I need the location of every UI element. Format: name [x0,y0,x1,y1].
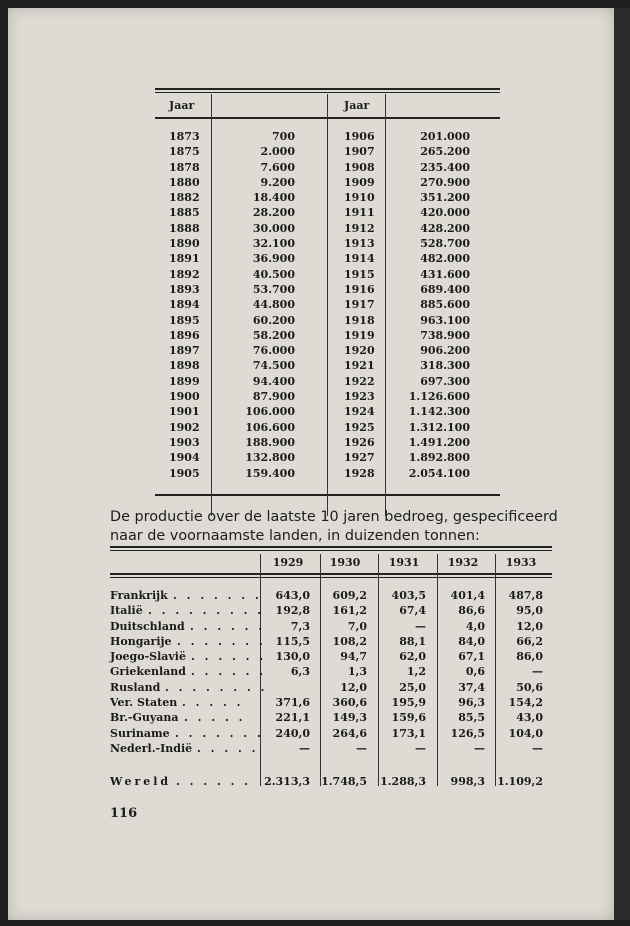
paragraph-line-1: De productie over de laatste 10 jaren bedroeg, gespecificeerd [110,509,558,525]
table-row [155,450,500,465]
year-header: 1930 [329,556,361,569]
value-cell: 60.200 [252,313,295,327]
year-cell: 1899 [169,374,200,388]
value-cell: 700 [272,130,295,143]
value-cell: 149,3 [332,711,367,725]
value-cell: 360,6 [332,696,367,710]
year-cell: 1907 [344,145,375,159]
intro-paragraph [110,508,560,546]
year-header: 1933 [505,556,537,569]
year-cell: 1908 [344,160,375,174]
value-cell: 2.313,3 [264,775,310,789]
table-row [155,282,500,297]
value-cell: 689.400 [420,282,470,296]
value-cell: 67,4 [399,604,426,618]
value-cell: 4,0 [465,619,485,633]
value-cell: 84,0 [458,634,485,648]
value-cell: 235.400 [420,160,470,174]
value-cell: 58.200 [252,328,295,342]
value-cell: — [532,665,543,679]
table-row [155,251,500,266]
year-cell: 1905 [169,466,200,480]
value-cell: 95,0 [516,604,543,618]
value-cell: 126,5 [450,726,485,740]
year-cell: 1909 [344,175,375,189]
value-cell: 0,6 [465,665,485,679]
page-number: 116 [110,806,138,821]
header-year-right: Jaar [344,99,370,112]
country-label: Wereld [110,775,172,789]
year-cell: 1898 [169,359,200,373]
value-cell: 74.500 [252,359,295,373]
year-cell: 1906 [344,130,375,143]
value-cell: 108,2 [332,634,367,648]
year-header: 1932 [447,556,479,569]
value-cell: 30.000 [252,221,295,235]
year-cell: 1922 [344,374,375,388]
year-cell: 1888 [169,221,200,235]
year-cell: 1893 [169,282,200,296]
value-cell: 36.900 [252,252,295,266]
year-cell: 1912 [344,221,375,235]
value-cell: 998,3 [450,775,485,789]
value-cell: 87.900 [252,390,295,404]
country-label: Br.-Guyana [110,711,179,725]
table-row [155,343,500,358]
leader-dots: . . . . . . [191,665,267,679]
value-cell: 18.400 [252,191,295,205]
year-cell: 1897 [169,344,200,358]
year-cell: 1880 [169,175,200,189]
value-cell: 115,5 [275,634,310,648]
value-cell: 104,0 [508,726,543,740]
year-cell: 1911 [344,206,375,220]
table-row [110,603,552,618]
value-cell: 12,0 [516,619,543,633]
value-cell: 6,3 [290,665,310,679]
year-cell: 1925 [344,420,375,434]
year-header: 1931 [388,556,420,569]
value-cell: 963.100 [420,313,470,327]
year-cell: 1900 [169,390,200,404]
value-cell: 43,0 [516,711,543,725]
value-cell: 2.054.100 [408,466,470,480]
value-cell: 487,8 [508,589,543,602]
value-cell: — [532,741,543,755]
value-cell: 221,1 [275,711,310,725]
value-cell: 96,3 [458,696,485,710]
value-cell: 7,0 [347,619,367,633]
value-cell: 431.600 [420,267,470,281]
table-top-rule [155,88,500,90]
year-cell: 1926 [344,435,375,449]
leader-dots: . . . . . [182,696,244,710]
value-cell: 401,4 [450,589,485,602]
table-body [155,119,500,494]
value-cell: 12,0 [340,680,367,694]
country-label: Rusland [110,680,161,694]
year-cell: 1904 [169,451,200,465]
value-cell: 1,3 [347,665,367,679]
value-cell: 195,9 [391,696,426,710]
leader-dots: . . . . . . [190,619,266,633]
country-label: Italië [110,604,143,618]
value-cell: 76.000 [252,344,295,358]
year-cell: 1913 [344,237,375,251]
value-cell: 643,0 [275,589,310,602]
value-cell: 738.900 [420,328,470,342]
value-cell: 159.400 [245,466,295,480]
value-cell: 420.000 [420,206,470,220]
value-cell: 1.892.800 [408,451,470,465]
value-cell: 9.200 [260,175,295,189]
value-cell: 159,6 [391,711,426,725]
year-cell: 1896 [169,328,200,342]
table-row [155,404,500,419]
leader-dots: . . . . . . [176,775,252,789]
leader-dots: . . . . . . [191,650,267,664]
value-cell: — [299,741,310,755]
year-cell: 1927 [344,451,375,465]
value-cell: 86,6 [458,604,485,618]
year-cell: 1920 [344,344,375,358]
table-row [155,267,500,282]
table-row [155,466,500,481]
table-row [155,389,500,404]
value-cell: 50,6 [516,680,543,694]
value-cell: 1.748,5 [321,775,367,789]
value-cell: 264,6 [332,726,367,740]
value-cell: 106.000 [245,405,295,419]
table-row [110,588,552,603]
year-cell: 1910 [344,191,375,205]
value-cell: 67,1 [458,650,485,664]
value-cell: 88,1 [399,634,426,648]
value-cell: — [356,741,367,755]
value-cell: 161,2 [332,604,367,618]
production-by-year-table [155,88,500,496]
value-cell: 188.900 [245,435,295,449]
table-row [155,144,500,159]
value-cell: 7,3 [290,619,310,633]
table-row [155,374,500,389]
value-cell: 1,2 [406,665,426,679]
value-cell: 265.200 [420,145,470,159]
value-cell: 44.800 [252,298,295,312]
value-cell: 130,0 [275,650,310,664]
year-cell: 1921 [344,359,375,373]
value-cell: — [474,741,485,755]
table-row [155,297,500,312]
value-cell: 318.300 [420,359,470,373]
value-cell: 1.288,3 [380,775,426,789]
value-cell: 106.600 [245,420,295,434]
value-cell: 2.000 [260,145,295,159]
value-cell: 697.300 [420,374,470,388]
value-cell: 25,0 [399,680,426,694]
country-label: Joego-Slavië [110,650,186,664]
table-row [155,313,500,328]
table-row [110,726,552,741]
table-row [155,420,500,435]
year-cell: 1923 [344,390,375,404]
table-row [155,236,500,251]
value-cell: 154,2 [508,696,543,710]
year-cell: 1873 [169,130,200,143]
table-row [155,358,500,373]
year-cell: 1924 [344,405,375,419]
value-cell: 132.800 [245,451,295,465]
table-row [155,129,500,144]
table-row [110,649,552,664]
country-label: Duitschland [110,619,185,633]
table-row [155,205,500,220]
leader-dots: . . . . . [184,711,246,725]
table-row [110,741,552,756]
year-cell: 1901 [169,405,200,419]
leader-dots: . . . . . [197,741,259,755]
country-label: Nederl.-Indië [110,741,193,755]
leader-dots: . . . . . . . . . [148,604,265,618]
table-row [155,160,500,175]
year-cell: 1916 [344,282,375,296]
paragraph-line-2: naar de voornaamste landen, in duizenden tonnen: [110,528,480,544]
table-row [155,328,500,343]
year-cell: 1894 [169,298,200,312]
year-header: 1929 [272,556,304,569]
country-label: Griekenland [110,665,186,679]
year-cell: 1919 [344,328,375,342]
value-cell: 192,8 [275,604,310,618]
year-cell: 1882 [169,191,200,205]
leader-dots: . . . . . . . [175,726,264,740]
value-cell: 428.200 [420,221,470,235]
value-cell: 1.126.600 [408,390,470,404]
value-cell: 482.000 [420,252,470,266]
leader-dots: . . . . . . . [177,634,266,648]
year-cell: 1915 [344,267,375,281]
year-cell: 1928 [344,466,375,480]
value-cell: 1.142.300 [408,405,470,419]
country-label: Suriname [110,726,170,740]
table-row [155,435,500,450]
table-row [110,634,552,649]
value-cell: 7.600 [260,160,295,174]
country-label: Frankrijk [110,589,168,602]
year-cell: 1875 [169,145,200,159]
year-cell: 1895 [169,313,200,327]
year-cell: 1918 [344,313,375,327]
country-label: Hongarije [110,634,172,648]
value-cell: 1.109,2 [497,775,543,789]
value-cell: 37,4 [458,680,485,694]
value-cell: 94,7 [340,650,367,664]
year-cell: 1903 [169,435,200,449]
value-cell: 32.100 [252,237,295,251]
year-cell: 1878 [169,160,200,174]
value-cell: 40.500 [252,267,295,281]
value-cell: — [415,619,426,633]
value-cell: 201.000 [420,130,470,143]
value-cell: 351.200 [420,191,470,205]
table-body [110,578,552,790]
table-header [110,551,552,575]
value-cell: 609,2 [332,589,367,602]
year-cell: 1914 [344,252,375,266]
year-cell: 1917 [344,298,375,312]
value-cell: 906.200 [420,344,470,358]
table-row [110,680,552,695]
book-spine-edge [614,8,630,920]
value-cell: 28.200 [252,206,295,220]
leader-dots: . . . . . . . . [165,680,268,694]
value-cell: 1.312.100 [408,420,470,434]
table-row [110,710,552,725]
value-cell: 1.491.200 [408,435,470,449]
value-cell: 85,5 [458,711,485,725]
year-cell: 1885 [169,206,200,220]
value-cell: 371,6 [275,696,310,710]
table-top-rule [110,546,552,548]
year-cell: 1902 [169,420,200,434]
value-cell: 62,0 [399,650,426,664]
value-cell: 173,1 [391,726,426,740]
table-row [155,221,500,236]
value-cell: 403,5 [391,589,426,602]
table-row [155,190,500,205]
table-row [110,619,552,634]
value-cell: 270.900 [420,175,470,189]
year-cell: 1891 [169,252,200,266]
year-cell: 1890 [169,237,200,251]
value-cell: — [415,741,426,755]
table-row [110,695,552,710]
value-cell: 885.600 [420,298,470,312]
value-cell: 528.700 [420,237,470,251]
year-cell: 1892 [169,267,200,281]
table-row [110,664,552,679]
world-total-row [110,774,552,789]
value-cell: 240,0 [275,726,310,740]
production-by-country-table [110,546,552,790]
value-cell: 86,0 [516,650,543,664]
value-cell: 66,2 [516,634,543,648]
value-cell: 94.400 [252,374,295,388]
table-row [155,175,500,190]
header-year-left: Jaar [169,99,195,112]
country-label: Ver. Staten [110,696,178,710]
value-cell: 53.700 [252,282,295,296]
leader-dots: . . . . . . . [173,589,262,602]
